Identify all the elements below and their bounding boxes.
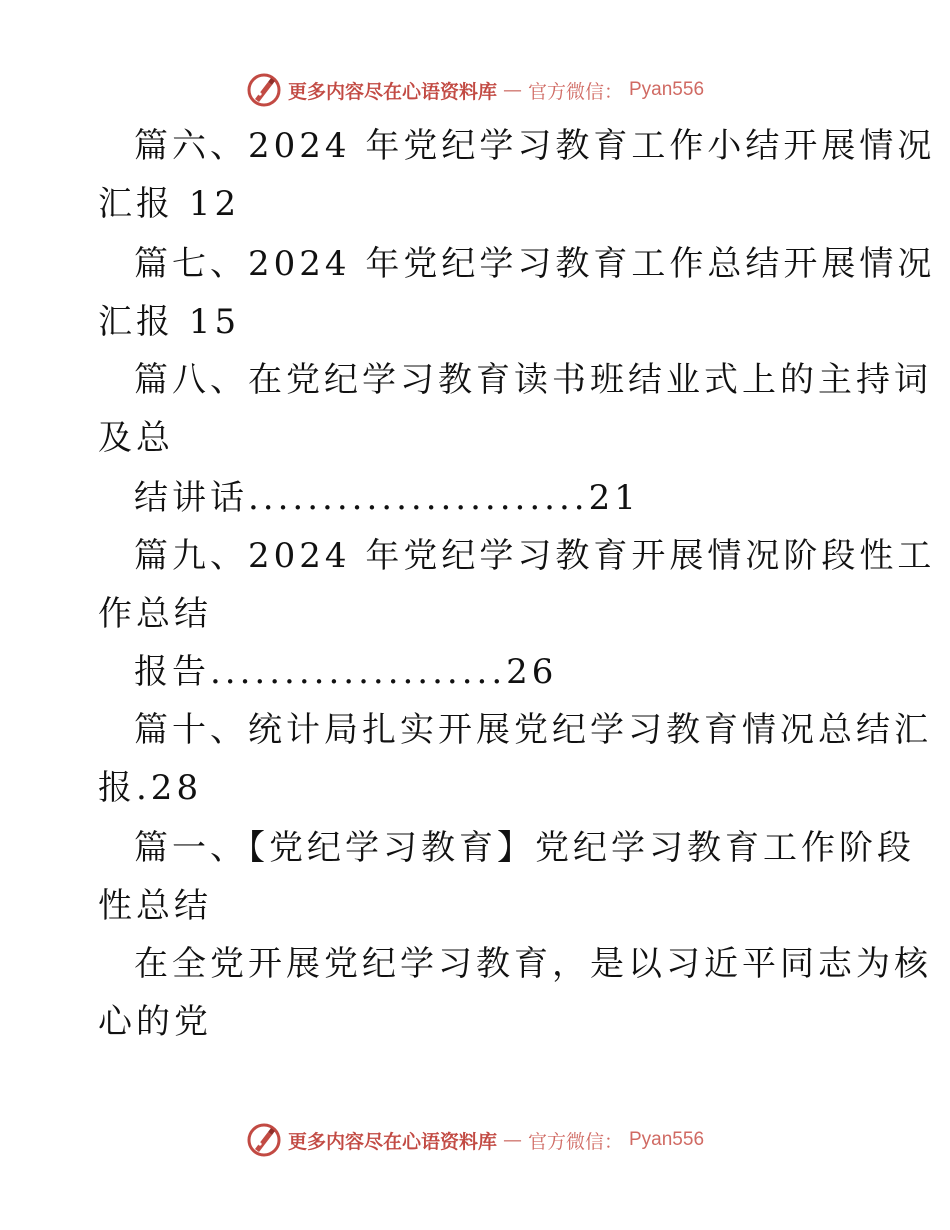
section-heading: 性总结: [98, 886, 212, 926]
toc-line: 篇十、统计局扎实开展党纪学习教育情况总结汇: [134, 710, 932, 750]
banner-site-name: 更多内容尽在心语资料库: [287, 1130, 497, 1153]
toc-line: 作总结: [98, 594, 212, 634]
toc-line: 汇报 15: [98, 302, 241, 342]
section-heading: 篇一、【党纪学习教育】党纪学习教育工作阶段: [134, 828, 915, 868]
banner-wechat-id: Pyan556: [629, 1129, 705, 1150]
toc-line: 篇九、2024 年党纪学习教育开展情况阶段性工: [134, 536, 936, 576]
banner-separator: —: [502, 1129, 522, 1151]
banner-wechat-label: 官方微信：: [527, 1130, 623, 1153]
footer-banner: [0, 1120, 950, 1160]
toc-line: 汇报 12: [98, 184, 241, 224]
paragraph-line: 在全党开展党纪学习教育，是以习近平同志为核: [134, 944, 932, 984]
pen-logo-icon: [246, 72, 282, 108]
toc-line: 报.28: [98, 768, 203, 808]
banner-wechat-label: 官方微信：: [527, 80, 623, 103]
banner-separator: —: [502, 79, 522, 101]
pen-logo-icon: [246, 1122, 282, 1158]
toc-line: 篇六、2024 年党纪学习教育工作小结开展情况: [134, 126, 936, 166]
toc-line: 篇八、在党纪学习教育读书班结业式上的主持词: [134, 360, 932, 400]
banner-wechat-id: Pyan556: [629, 79, 705, 100]
toc-line: 结讲话.......................21: [134, 478, 640, 518]
banner-site-name: 更多内容尽在心语资料库: [287, 80, 497, 103]
toc-line: 报告....................26: [134, 652, 558, 692]
header-banner: [0, 70, 950, 110]
toc-line: 及总: [98, 418, 174, 458]
paragraph-line: 心的党: [98, 1002, 212, 1042]
toc-line: 篇七、2024 年党纪学习教育工作总结开展情况: [134, 244, 936, 284]
